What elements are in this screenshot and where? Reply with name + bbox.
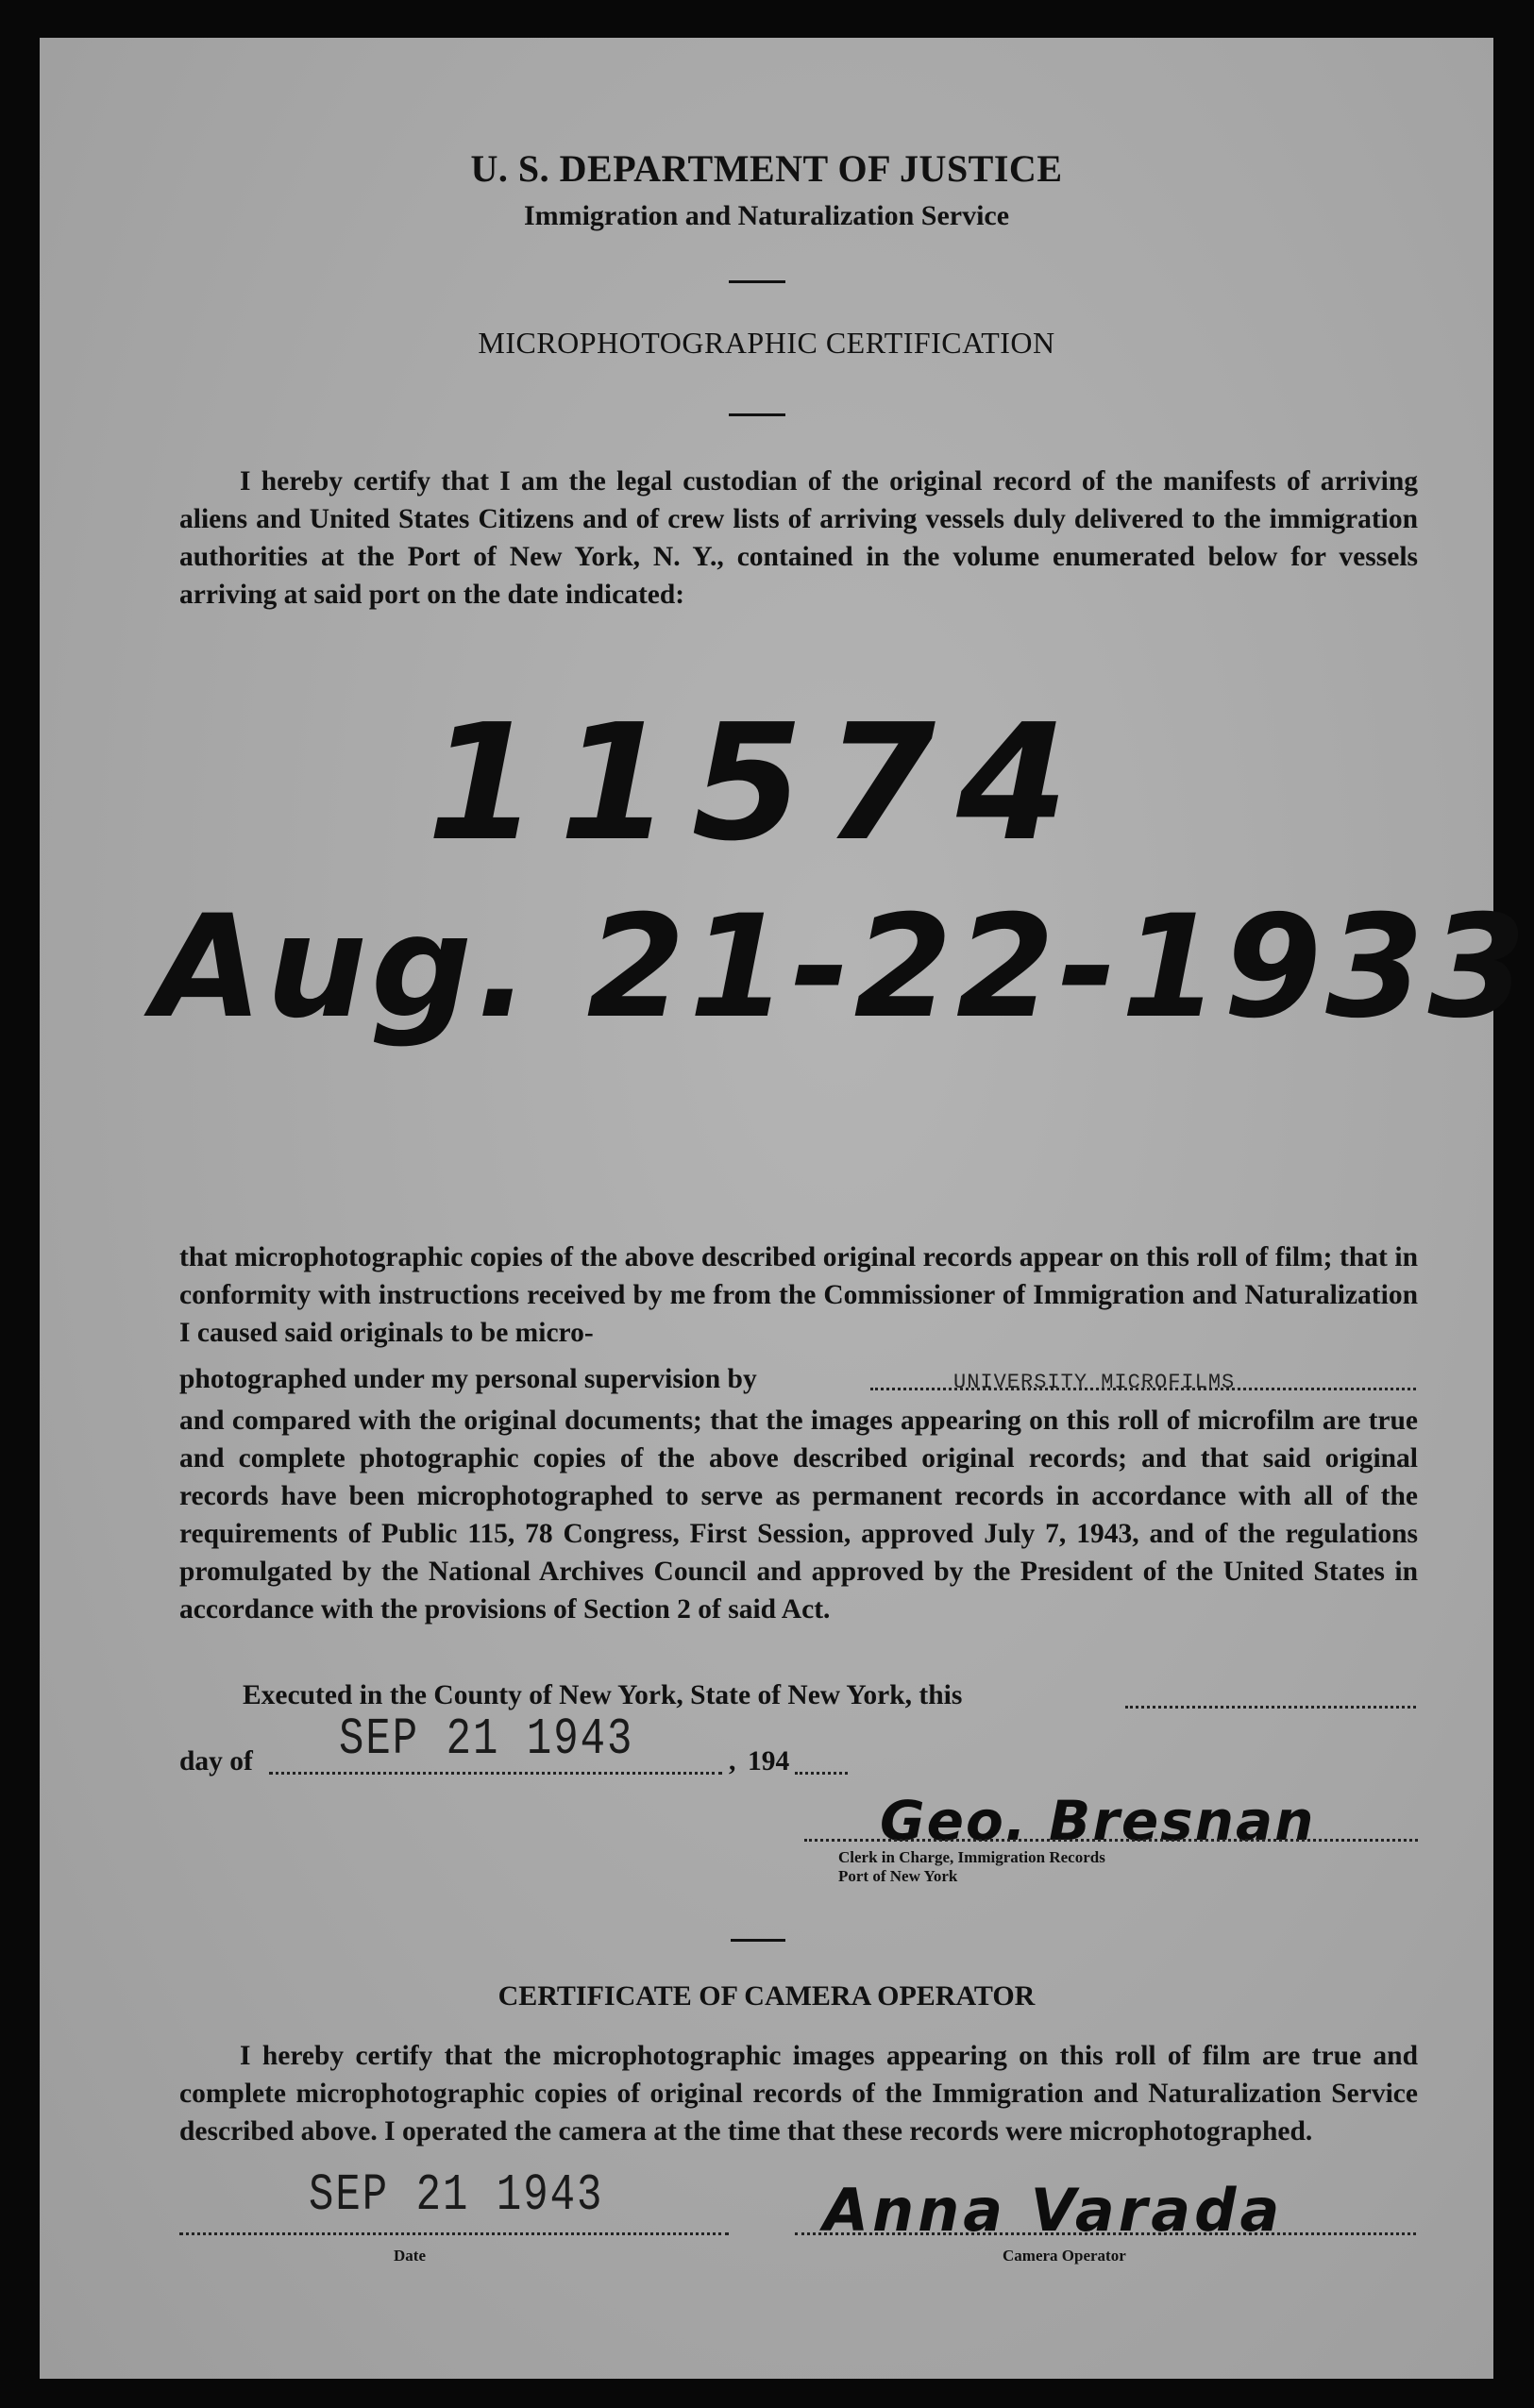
dotted-line (795, 1772, 848, 1775)
handwritten-date: Aug. 21-22-1933 (153, 885, 1530, 1050)
executed-text: Executed in the County of New York, State of New York, this (243, 1680, 963, 1710)
department-heading: U. S. DEPARTMENT OF JUSTICE (470, 147, 1063, 190)
signature-line (795, 2232, 1416, 2235)
clerk-title-line-2: Port of New York (838, 1867, 958, 1885)
dotted-line (269, 1772, 722, 1775)
clerk-title-line-1: Clerk in Charge, Immigration Records (838, 1848, 1105, 1866)
handwritten-volume-number: 11574 (427, 690, 1089, 877)
photographed-by-label: photographed under my personal supervision by (179, 1364, 757, 1394)
clerk-signature: Geo. Bresnan (880, 1789, 1316, 1853)
certification-title: MICROPHOTOGRAPHIC CERTIFICATION (478, 326, 1055, 360)
body-paragraph-1: that microphotographic copies of the above described original records appear on this roll of film; that in conformity with instructions received by me from the Commissioner of Immigration and Naturalization I caused said originals to be micro- (179, 1242, 1418, 1348)
dotted-line (1125, 1706, 1416, 1709)
clerk-title (838, 1848, 1105, 1886)
date-line (179, 2232, 729, 2235)
camera-operator-signature: Anna Varada (823, 2176, 1284, 2245)
certificate-page (40, 38, 1530, 2379)
camera-certificate-text: I hereby certify that the microphotographic images appearing on this roll of film are true and complete microphotographic copies of original records of the Immigration and Naturalization Service described above. I operated the camera at the time that these records were microphotographed. (179, 2041, 1418, 2147)
body-paragraph-2: and compared with the original documents; that the images appearing on this roll of microfilm are true and complete photographic copies of the above described original records; and that said original records have been microphotographed to serve as permanent records in accordance with all of the requirements of Public 115, 78 Congress, First Session, approved July 7, 1943, and of the regulations promulgated by the National Archives Council and approved by the President of the United States in accordance with the provisions of Section 2 of said Act. (179, 1406, 1418, 1625)
comma: , (729, 1746, 736, 1777)
year-prefix: 194 (748, 1746, 790, 1777)
camera-operator-label: Camera Operator (1003, 2247, 1126, 2265)
camera-date-stamp: SEP 21 1943 (309, 2166, 604, 2226)
day-of-label: day of (179, 1746, 253, 1777)
photographer-name: UNIVERSITY MICROFILMS (953, 1371, 1236, 1394)
signature-line (804, 1839, 1418, 1842)
camera-certificate-title: CERTIFICATE OF CAMERA OPERATOR (497, 1980, 1036, 2012)
divider (731, 1939, 785, 1942)
divider (729, 280, 785, 283)
divider (729, 413, 785, 416)
intro-paragraph: I hereby certify that I am the legal custodian of the original record of the manifests of arriving aliens and United States Citizens and of crew lists of arriving vessels duly delivered to the immigration authorities at the Port of New York, N. Y., contained in the volume enumerated below for vessels arriving at said port on the date indicated: (179, 466, 1418, 610)
date-label: Date (394, 2247, 426, 2265)
service-subheading: Immigration and Naturalization Service (523, 200, 1010, 231)
date-stamp: SEP 21 1943 (339, 1710, 634, 1770)
